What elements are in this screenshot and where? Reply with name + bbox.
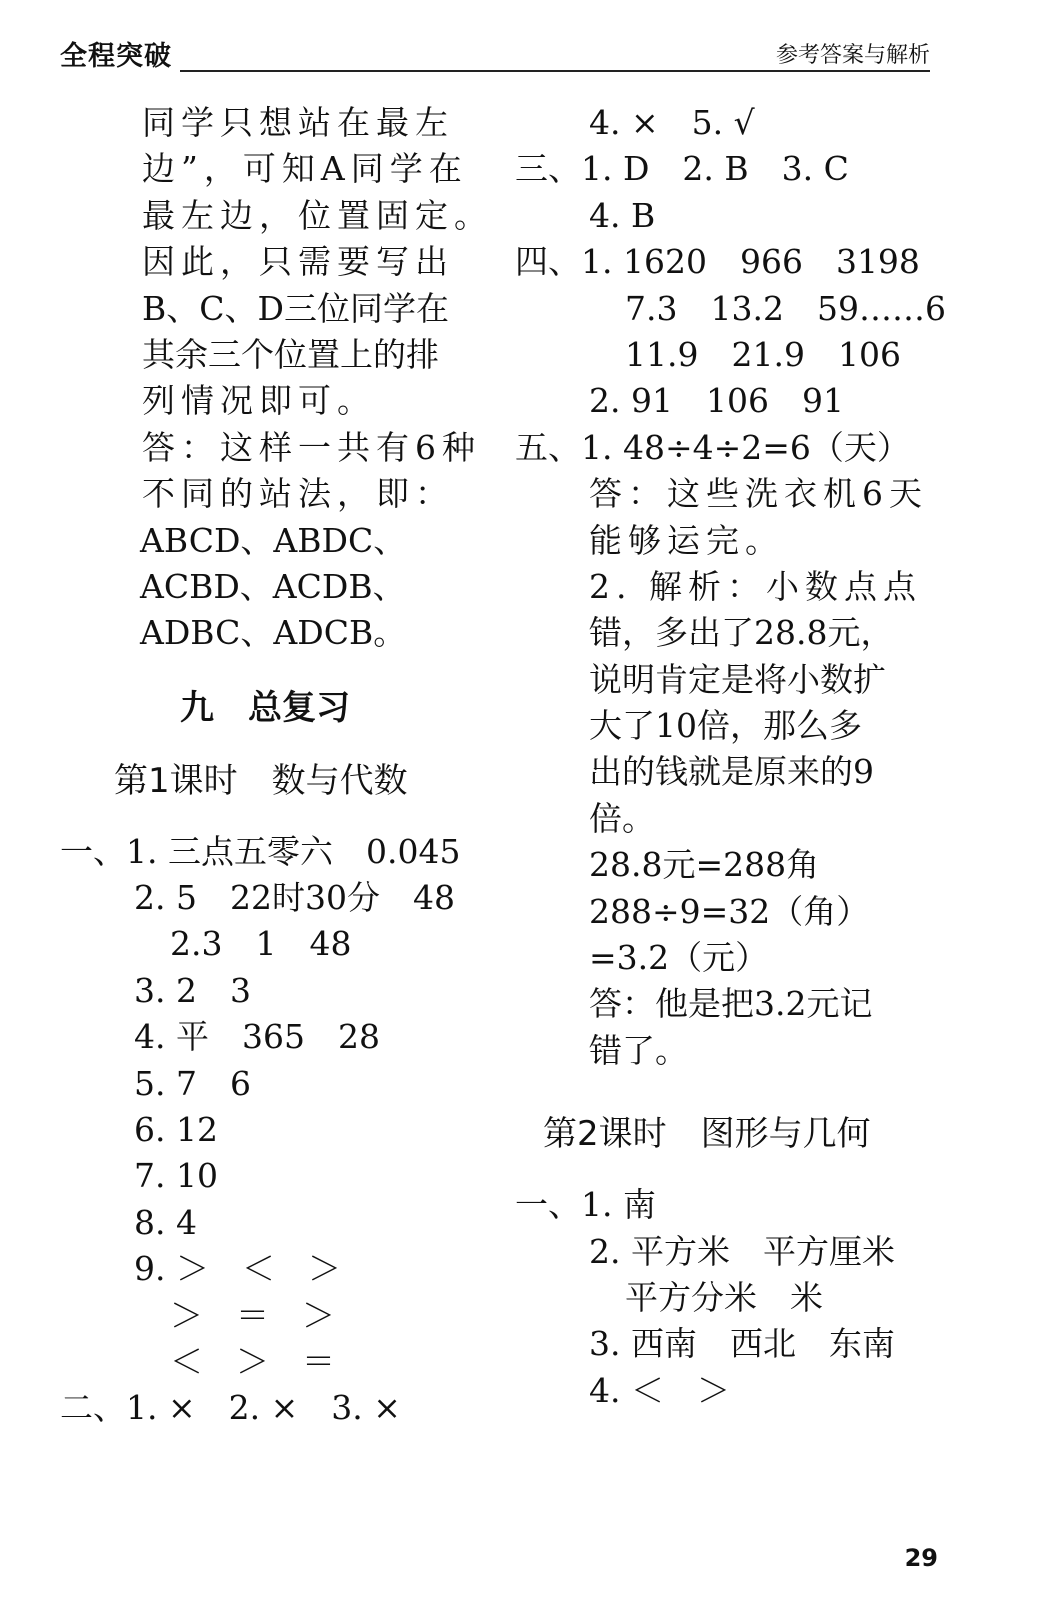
answer-line: ADBC、ADCB。 — [140, 613, 407, 653]
answer-line: 平方分米 米 — [625, 1277, 823, 1317]
page-header — [60, 30, 930, 76]
answer-line: 大了10倍，那么多 — [589, 706, 862, 746]
answer-line: 6. 12 — [134, 1110, 218, 1150]
lesson-title: 第2课时 图形与几何 — [543, 1114, 871, 1155]
answer-line: 错，多出了28.8元， — [589, 613, 894, 653]
answer-line: 8. 4 — [134, 1202, 197, 1242]
answer-line: ABCD、ABDC、 — [140, 520, 407, 560]
answer-line: 五、1. 48÷4÷2=6（天） — [515, 427, 910, 467]
answer-line: 9. ＞ ＜ ＞ — [134, 1249, 341, 1289]
answer-line: 不同的站法，即： — [142, 474, 454, 514]
answer-line: 答：这样一共有6种 — [142, 427, 481, 467]
answer-line: 2. 平方米 平方厘米 — [589, 1231, 895, 1271]
answer-line: 2. 91 106 91 — [589, 381, 844, 421]
answer-line: ＞ ＝ ＞ — [170, 1295, 335, 1335]
answer-line: 2. 解析：小数点点 — [589, 566, 922, 606]
answer-line: ＜ ＞ ＝ — [170, 1341, 335, 1381]
text-line: B、C、D三位同学在 — [142, 288, 449, 328]
answer-line: 4. ＜ ＞ — [589, 1370, 730, 1410]
lesson-title: 第1课时 数与代数 — [114, 760, 408, 801]
answer-line: 答：这些洗衣机6天 — [589, 474, 928, 514]
answer-line: 2. 5 22时30分 48 — [134, 878, 455, 918]
answer-line: 4. 平 365 28 — [134, 1017, 380, 1057]
answer-line: 说明肯定是将小数扩 — [589, 659, 886, 699]
answer-line: 4. B — [589, 195, 656, 235]
answer-line: =3.2（元） — [589, 938, 769, 978]
left-column — [60, 100, 493, 1432]
text-line: 边”，可知A同学在 — [142, 149, 468, 189]
answer-line: 4. × 5. √ — [589, 103, 755, 142]
answer-line: 7. 10 — [134, 1156, 218, 1196]
right-column — [515, 100, 945, 1414]
answer-line: 一、1. 南 — [515, 1185, 656, 1225]
answer-line: 3. 西南 西北 东南 — [589, 1324, 895, 1364]
answer-line: ACBD、ACDB、 — [140, 566, 406, 606]
answer-line: 能够运完。 — [589, 520, 784, 560]
answer-line: 错了。 — [589, 1030, 688, 1070]
answer-line: 四、1. 1620 966 3198 — [515, 242, 920, 282]
section-title: 九 总复习 — [180, 687, 350, 728]
text-line: 其余三个位置上的排 — [142, 334, 439, 374]
header-title: 参考答案与解析 — [775, 43, 930, 68]
answer-line: 一、1. 三点五零六 0.045 — [60, 831, 461, 871]
answer-line: 二、1. × 2. × 3. × — [60, 1388, 401, 1428]
answer-line: 288÷9=32（角） — [589, 891, 870, 931]
answer-line: 答：他是把3.2元记 — [589, 984, 873, 1024]
answer-line: 11.9 21.9 106 — [625, 334, 901, 374]
answer-line: 倍。 — [589, 798, 655, 838]
text-line: 同学只想站在最左 — [142, 103, 454, 142]
text-line: 因此，只需要写出 — [142, 242, 454, 282]
text-line: 最左边，位置固定。 — [142, 195, 493, 235]
answer-line: 5. 7 6 — [134, 1063, 251, 1103]
answer-line: 7.3 13.2 59……6 — [625, 288, 946, 328]
answer-line: 2.3 1 48 — [170, 924, 352, 964]
text-line: 列情况即可。 — [142, 381, 376, 421]
brand-logo: 全程突破 — [60, 41, 172, 72]
answer-line: 三、1. D 2. B 3. C — [515, 149, 849, 189]
page-number: 29 — [904, 1544, 938, 1572]
answer-line: 28.8元=288角 — [589, 845, 820, 885]
header-rule — [180, 70, 930, 72]
answer-line: 3. 2 3 — [134, 970, 251, 1010]
answer-line: 出的钱就是原来的9 — [589, 752, 874, 792]
